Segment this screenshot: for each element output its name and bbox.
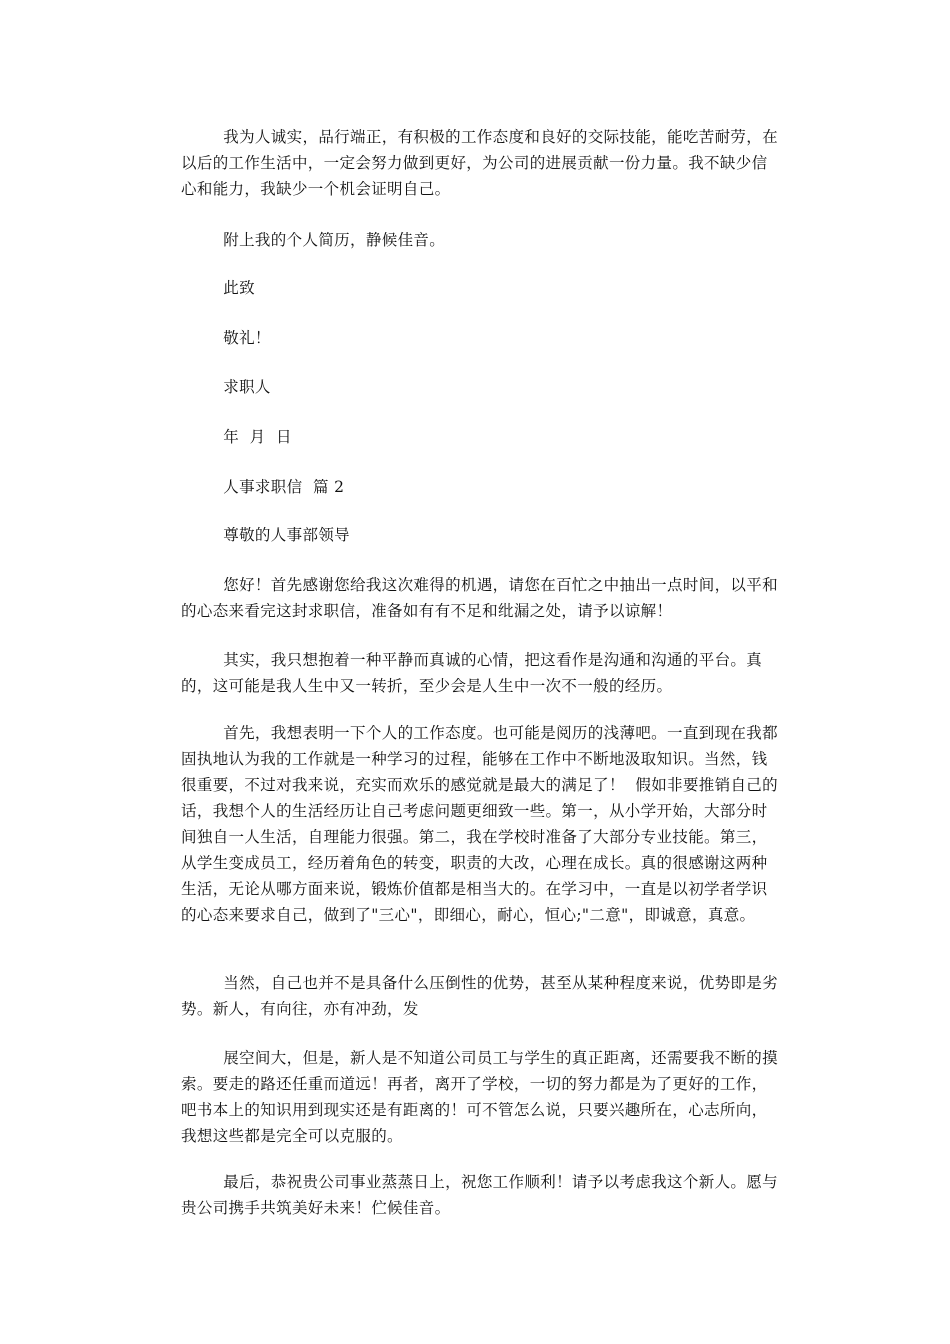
paragraph-closing-wishes: 最后，恭祝贵公司事业蒸蒸日上，祝您工作顺利！请予以考虑我这个新人。愿与贵公司携手共筑美好未来！伫候佳音。 [181, 1173, 778, 1217]
paragraph-self-introduction: 我为人诚实，品行端正，有积极的工作态度和良好的交际技能，能吃苦耐劳，在以后的工作生活中，一定会努力做到更好，为公司的进展贡献一份力量。我不缺少信心和能力，我缺少一个机会证明自己。 [181, 128, 778, 198]
paragraph-attach-resume: 附上我的个人简历，静候佳音。 [181, 231, 446, 249]
paragraph-signer: 求职人 [181, 378, 271, 396]
paragraph-development: 展空间大，但是，新人是不知道公司员工与学生的真正距离，还需要我不断的摸索。要走的路还任重而道远！再者，离开了学校，一切的努力都是为了更好的工作，吧书本上的知识用到现实还是有距离的！可不管怎么说，只要兴趣所在，心志所向，我想这些都是完全可以克服的。 [181, 1049, 778, 1145]
paragraph-greeting: 您好！首先感谢您给我这次难得的机遇，请您在百忙之中抽出一点时间，以平和的心态来看完这封求职信，准备如有有不足和纰漏之处，请予以谅解！ [181, 576, 778, 620]
paragraph-strengths: 当然，自己也并不是具备什么压倒性的优势，甚至从某种程度来说，优势即是劣势。新人，有向往，亦有冲劲，发 [181, 974, 778, 1018]
paragraph-closing-greeting: 此致 [181, 279, 255, 297]
paragraph-sincerity: 其实，我只想抱着一种平静而真诚的心情，把这看作是沟通和沟通的平台。真的，这可能是我人生中又一转折，至少会是人生中一次不一般的经历。 [181, 651, 763, 695]
paragraph-date: 年 月 日 [181, 428, 292, 446]
letter-salutation: 尊敬的人事部领导 [181, 526, 351, 544]
paragraph-work-attitude: 首先，我想表明一下个人的工作态度。也可能是阅历的浅薄吧。一直到现在我都固执地认为我的工作就是一种学习的过程，能够在工作中不断地汲取知识。当然，钱很重要，不过对我来说，充实而欢乐的感觉就是最大的满足了！ 假如非要推销自己的话，我想个人的生活经历让自己考虑问题更细致一些。第一，从小学开始，大部分时间独自一人生活，自理能力很强。第二，我在学校时准备了大部分专业技能。第三，从学生变成员工，经历着角色的转变，职责的大改，心理在成长。真的很感谢这两种生活，无论从哪方面来说，锻炼价值都是相当大的。在学习中，一直是以初学者学识的心态来要求自己，做到了"三心"，即细心，耐心，恒心;"二意"，即诚意，真意。 [181, 724, 779, 924]
paragraph-salute: 敬礼！ [181, 329, 271, 347]
section-heading: 人事求职信 篇 2 [181, 478, 345, 496]
